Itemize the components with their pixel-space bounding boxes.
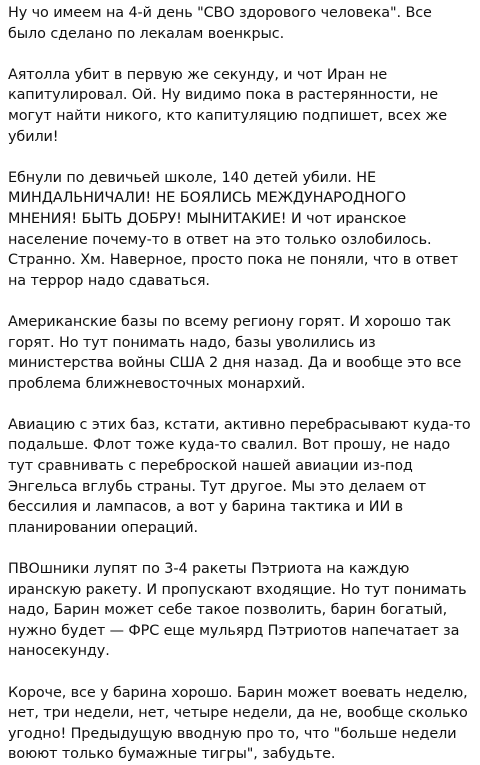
paragraph-5: Авиацию с этих баз, кстати, активно перебрасывают куда-то подальше. Флот тоже куда-то свалил. Вот прошу, не надо тут сравнивать с переброской нашей авиации из-под Энгельса вглубь страны. Тут другое. Мы это делаем от бессилия и лампасов, а вот у барина тактика и ИИ в планировании операций. — [8, 416, 471, 536]
paragraph-4: Американские базы по всему региону горят. И хорошо так горят. Но тут понимать надо, базы уволились из министерства войны США 2 дня назад. Да и вообще это все проблема ближневосточных монархий. — [8, 313, 462, 392]
paragraph-3: Ебнули по девичьей школе, 140 детей убили. НЕ МИНДАЛЬНИЧАЛИ! НЕ БОЯЛИСЬ МЕЖДУНАРОДНОГО МНЕНИЯ! БЫТЬ ДОБРУ! МЫНИТАКИЕ! И чот иранское население почему-то в ответ на это только озлобилось. Странно. Хм. Наверное, просто пока не поняли, что в ответ на террор надо сдаваться. — [8, 169, 459, 289]
paragraph-1: Ну чо имеем на 4-й день "СВО здорового человека". Все было сделано по лекалам военкрыс. — [8, 5, 432, 42]
paragraph-6: ПВОшники лупят по 3-4 ракеты Пэтриота на каждую иранскую ракету. И пропускают входящие. Но тут понимать надо, Барин может себе такое позволить, барин богатый, нужно будет — ФРС еще мульярд Пэтриотов напечатает за наносекунду. — [8, 561, 467, 660]
paragraph-7: Короче, все у барина хорошо. Барин может воевать неделю, нет, три недели, нет, четыре недели, да не, вообще сколько угодно! Предыдущую вводную про то, что "больше недели воюют только бумажные тигры", забудьте. — [8, 684, 468, 763]
paragraph-2: Аятолла убит в первую же секунду, и чот Иран не капитулировал. Ой. Ну видимо пока в растерянности, не могут найти никого, кто капитуляцию подпишет, всех же убили! — [8, 66, 448, 145]
